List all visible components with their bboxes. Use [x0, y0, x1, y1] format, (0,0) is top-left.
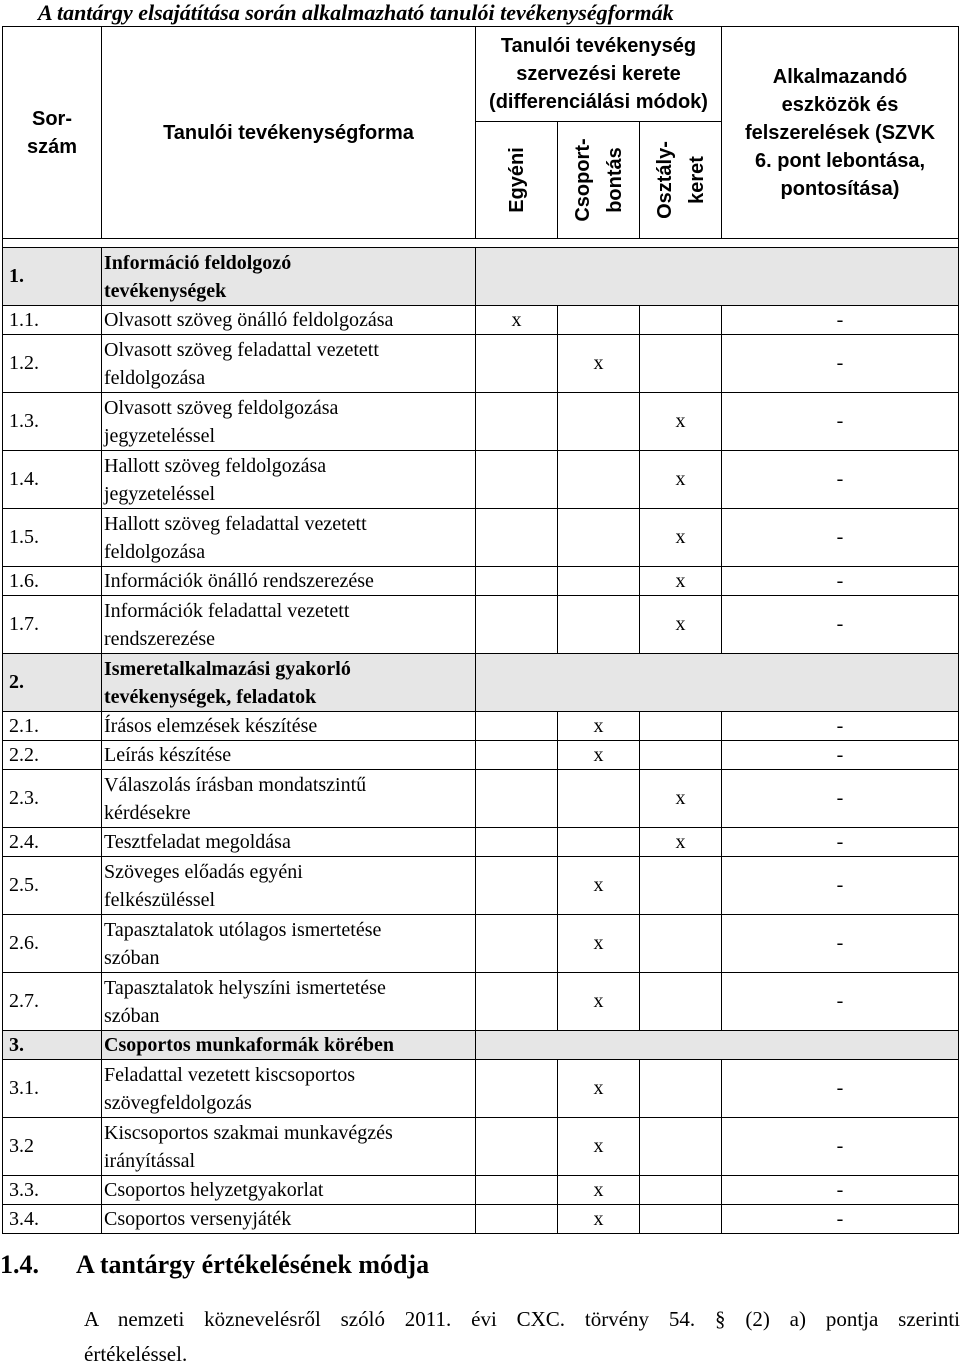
- header-individual: Egyéni: [476, 122, 558, 239]
- row-number: 3.2: [3, 1118, 102, 1176]
- table-row: [3, 1176, 959, 1205]
- table-row: [3, 857, 959, 915]
- row-number: 1.4.: [3, 451, 102, 509]
- mark-class: x: [640, 451, 722, 509]
- mark-class: [640, 741, 722, 770]
- row-number: 2.5.: [3, 857, 102, 915]
- section-row: [3, 248, 959, 306]
- row-number: 1.: [3, 248, 102, 306]
- row-activity: Információ feldolgozó tevékenységek: [102, 248, 476, 306]
- row-activity: Leírás készítése: [102, 741, 476, 770]
- row-number: 2.3.: [3, 770, 102, 828]
- mark-class: [640, 1176, 722, 1205]
- row-activity: Olvasott szöveg önálló feldolgozása: [102, 306, 476, 335]
- mark-individual: [476, 857, 558, 915]
- paragraph-line-2: értékeléssel.: [84, 1342, 188, 1366]
- row-number: 2.6.: [3, 915, 102, 973]
- mark-individual: [476, 1205, 558, 1234]
- row-activity: Olvasott szöveg feldolgozása jegyzeteléssel: [102, 393, 476, 451]
- row-activity: Hallott szöveg feladattal vezetett feldolgozása: [102, 509, 476, 567]
- mark-individual: [476, 973, 558, 1031]
- table-row: [3, 393, 959, 451]
- row-number: 2.: [3, 654, 102, 712]
- tools-cell: -: [722, 828, 959, 857]
- row-number: 1.2.: [3, 335, 102, 393]
- tools-cell: -: [722, 915, 959, 973]
- table-row: [3, 509, 959, 567]
- row-activity: Írásos elemzések készítése: [102, 712, 476, 741]
- section-row: [3, 1031, 959, 1060]
- tools-cell: -: [722, 973, 959, 1031]
- tools-cell: -: [722, 306, 959, 335]
- section-fill: [476, 248, 959, 306]
- table-row: [3, 1060, 959, 1118]
- tools-cell: -: [722, 1205, 959, 1234]
- row-activity: Kiscsoportos szakmai munkavégzés irányítással: [102, 1118, 476, 1176]
- mark-group: [558, 306, 640, 335]
- section-row: [3, 654, 959, 712]
- table-row: [3, 451, 959, 509]
- row-number: 1.7.: [3, 596, 102, 654]
- mark-class: x: [640, 770, 722, 828]
- mark-individual: [476, 915, 558, 973]
- mark-individual: [476, 1118, 558, 1176]
- mark-class: [640, 915, 722, 973]
- mark-group: x: [558, 857, 640, 915]
- table-row: [3, 712, 959, 741]
- mark-group: [558, 509, 640, 567]
- mark-individual: [476, 596, 558, 654]
- mark-group: [558, 828, 640, 857]
- paragraph-line-1: A nemzeti köznevelésről szóló 2011. évi CXC. törvény 54. § (2) a) pontja szerinti: [84, 1307, 960, 1331]
- page-title: A tantárgy elsajátítása során alkalmazható tanulói tevékenységformák: [38, 0, 674, 25]
- mark-class: x: [640, 567, 722, 596]
- table-row: [3, 1205, 959, 1234]
- row-activity: Információk feladattal vezetett rendszerezése: [102, 596, 476, 654]
- tools-cell: -: [722, 335, 959, 393]
- mark-class: [640, 306, 722, 335]
- header-activity: Tanulói tevékenységforma: [102, 27, 476, 239]
- table-row: [3, 335, 959, 393]
- section-fill: [476, 654, 959, 712]
- table-row: [3, 596, 959, 654]
- row-number: 1.5.: [3, 509, 102, 567]
- row-activity: Csoportos munkaformák körében: [102, 1031, 476, 1060]
- tools-cell: -: [722, 712, 959, 741]
- mark-class: [640, 973, 722, 1031]
- mark-class: [640, 335, 722, 393]
- tools-cell: -: [722, 770, 959, 828]
- mark-individual: [476, 770, 558, 828]
- mark-class: [640, 857, 722, 915]
- table-row: [3, 915, 959, 973]
- header-group: Csoport- bontás: [558, 122, 640, 239]
- mark-class: x: [640, 828, 722, 857]
- mark-class: [640, 1060, 722, 1118]
- mark-individual: [476, 1060, 558, 1118]
- table-row: [3, 741, 959, 770]
- mark-group: [558, 567, 640, 596]
- mark-group: x: [558, 1176, 640, 1205]
- tools-cell: -: [722, 1176, 959, 1205]
- section-fill: [476, 1031, 959, 1060]
- row-activity: Hallott szöveg feldolgozása jegyzeteléssel: [102, 451, 476, 509]
- tools-cell: -: [722, 1118, 959, 1176]
- mark-group: x: [558, 741, 640, 770]
- row-number: 1.3.: [3, 393, 102, 451]
- tools-cell: -: [722, 393, 959, 451]
- row-activity: Információk önálló rendszerezése: [102, 567, 476, 596]
- tools-cell: -: [722, 741, 959, 770]
- mark-individual: [476, 451, 558, 509]
- tools-cell: -: [722, 451, 959, 509]
- row-number: 2.2.: [3, 741, 102, 770]
- mark-group: [558, 393, 640, 451]
- row-activity: Válaszolás írásban mondatszintű kérdésekre: [102, 770, 476, 828]
- mark-individual: [476, 509, 558, 567]
- row-activity: Csoportos versenyjáték: [102, 1205, 476, 1234]
- row-number: 2.1.: [3, 712, 102, 741]
- section-number: 1.4.: [0, 1250, 39, 1279]
- row-activity: Ismeretalkalmazási gyakorló tevékenységek, feladatok: [102, 654, 476, 712]
- row-number: 3.1.: [3, 1060, 102, 1118]
- mark-class: [640, 1118, 722, 1176]
- tools-cell: -: [722, 596, 959, 654]
- mark-group: x: [558, 1060, 640, 1118]
- mark-group: x: [558, 712, 640, 741]
- table-row: [3, 770, 959, 828]
- mark-group: [558, 596, 640, 654]
- row-number: 1.6.: [3, 567, 102, 596]
- section-title: A tantárgy értékelésének módja: [76, 1250, 430, 1279]
- activity-table: [2, 26, 959, 1234]
- table-row: [3, 567, 959, 596]
- header-tools: Alkalmazandó eszközök és felszerelések (SZVK 6. pont lebontása, pontosítása): [722, 27, 959, 239]
- table-row: [3, 306, 959, 335]
- mark-group: [558, 451, 640, 509]
- table-row: [3, 828, 959, 857]
- tools-cell: -: [722, 509, 959, 567]
- mark-group: x: [558, 973, 640, 1031]
- row-number: 2.4.: [3, 828, 102, 857]
- mark-group: x: [558, 915, 640, 973]
- mark-individual: [476, 828, 558, 857]
- row-activity: Csoportos helyzetgyakorlat: [102, 1176, 476, 1205]
- mark-group: [558, 770, 640, 828]
- row-number: 1.1.: [3, 306, 102, 335]
- mark-group: x: [558, 1118, 640, 1176]
- row-number: 3.3.: [3, 1176, 102, 1205]
- mark-group: x: [558, 1205, 640, 1234]
- mark-class: x: [640, 509, 722, 567]
- mark-individual: [476, 712, 558, 741]
- tools-cell: -: [722, 567, 959, 596]
- mark-class: x: [640, 596, 722, 654]
- mark-individual: x: [476, 306, 558, 335]
- tools-cell: -: [722, 1060, 959, 1118]
- table-row: [3, 1118, 959, 1176]
- header-class: Osztály- keret: [640, 122, 722, 239]
- row-number: 3.4.: [3, 1205, 102, 1234]
- header-number: Sor- szám: [3, 27, 102, 239]
- section-heading: [0, 1250, 429, 1280]
- row-activity: Tesztfeladat megoldása: [102, 828, 476, 857]
- row-number: 2.7.: [3, 973, 102, 1031]
- mark-individual: [476, 393, 558, 451]
- mark-individual: [476, 335, 558, 393]
- table-row: [3, 973, 959, 1031]
- row-number: 3.: [3, 1031, 102, 1060]
- row-activity: Tapasztalatok helyszíni ismertetése szóban: [102, 973, 476, 1031]
- row-activity: Feladattal vezetett kiscsoportos szövegfeldolgozás: [102, 1060, 476, 1118]
- row-activity: Szöveges előadás egyéni felkészüléssel: [102, 857, 476, 915]
- mark-individual: [476, 567, 558, 596]
- mark-group: x: [558, 335, 640, 393]
- mark-class: [640, 712, 722, 741]
- header-organization: Tanulói tevékenység szervezési kerete (differenciálási módok): [476, 27, 722, 122]
- row-activity: Tapasztalatok utólagos ismertetése szóban: [102, 915, 476, 973]
- mark-individual: [476, 1176, 558, 1205]
- mark-class: x: [640, 393, 722, 451]
- row-activity: Olvasott szöveg feladattal vezetett feldolgozása: [102, 335, 476, 393]
- tools-cell: -: [722, 857, 959, 915]
- mark-class: [640, 1205, 722, 1234]
- mark-individual: [476, 741, 558, 770]
